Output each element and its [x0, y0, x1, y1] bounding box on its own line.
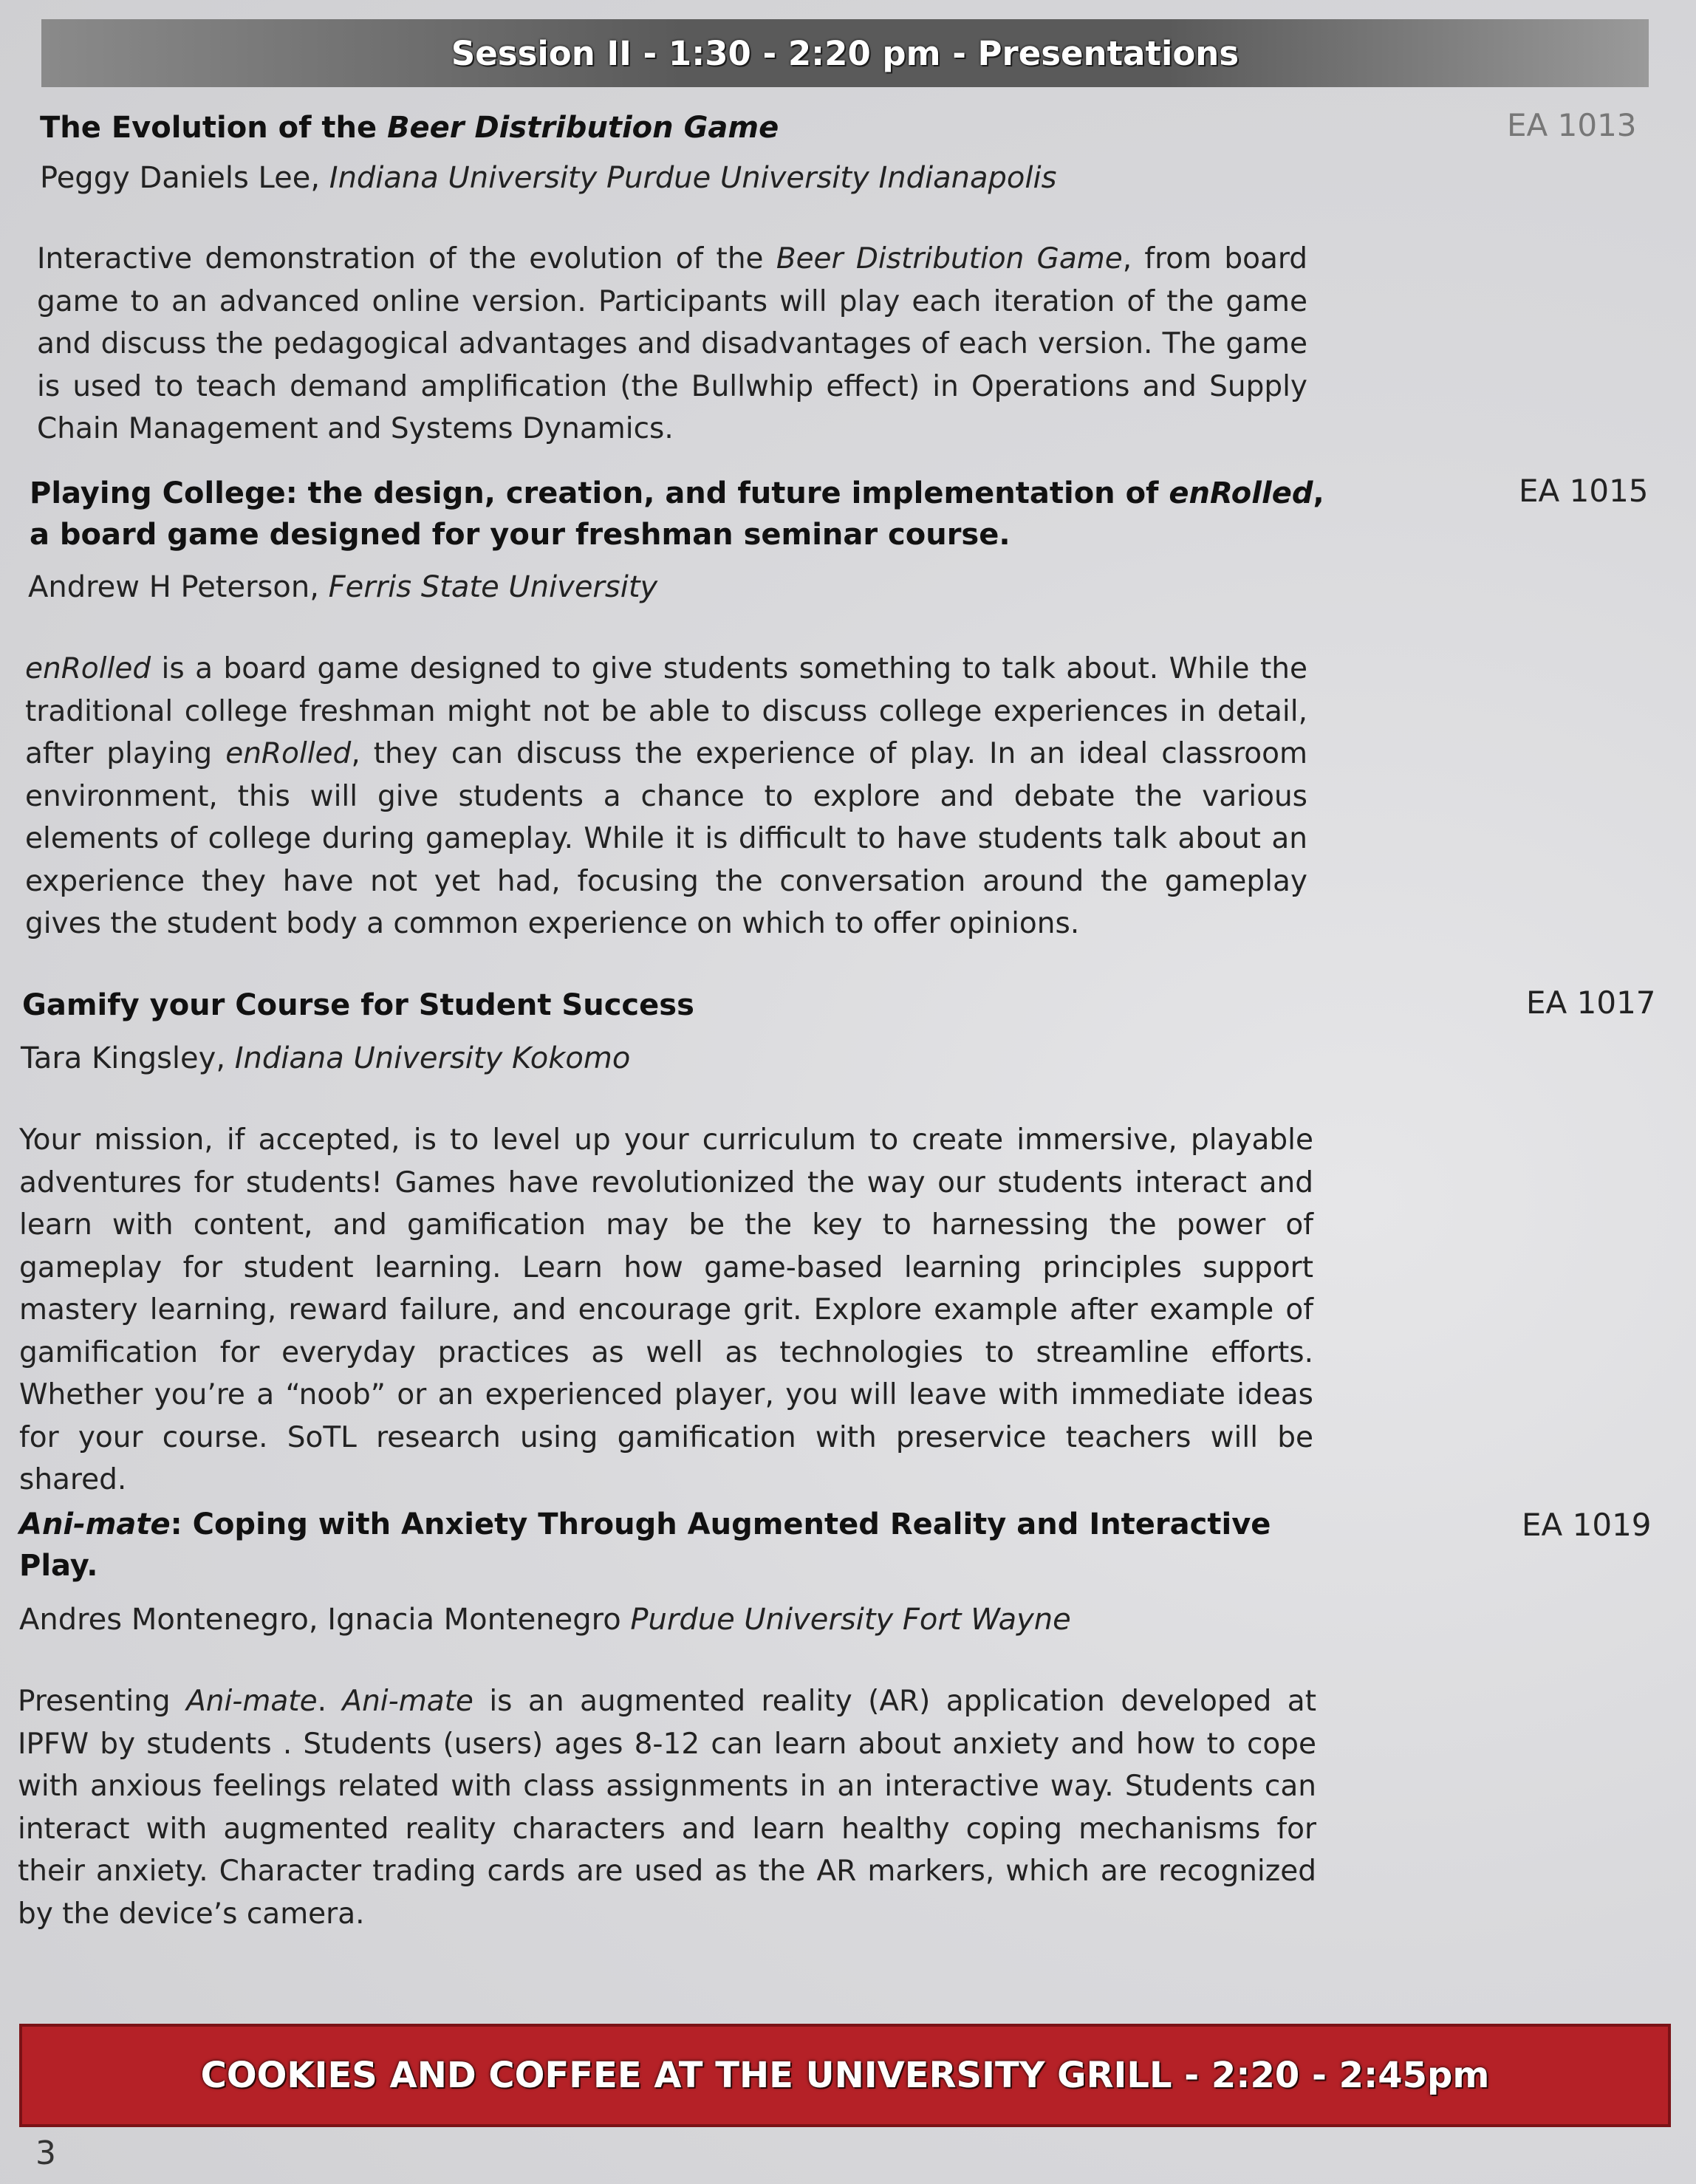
presenter: Andrew H Peterson, Ferris State University — [28, 570, 658, 604]
room-number: EA 1015 — [1519, 473, 1649, 509]
presentation-title: Playing College: the design, creation, and future implementation of enRolled, a board game designed for your freshman seminar course. — [30, 476, 1324, 552]
presenter: Peggy Daniels Lee, Indiana University Purdue University Indianapolis — [40, 161, 1057, 195]
room-number: EA 1019 — [1522, 1507, 1652, 1543]
break-banner-text: COOKIES AND COFFEE AT THE UNIVERSITY GRILL - 2:20 - 2:45pm — [200, 2055, 1490, 2096]
presentation-title: Ani-mate: Coping with Anxiety Through Augmented Reality and Interactive Play. — [19, 1507, 1271, 1583]
presentation-title: The Evolution of the Beer Distribution Game — [40, 111, 779, 145]
break-banner — [19, 2024, 1671, 2127]
presenter: Andres Montenegro, Ignacia Montenegro Purdue University Fort Wayne — [19, 1603, 1071, 1637]
abstract: Presenting Ani-mate. Ani-mate is an augmented reality (AR) application developed at IPFW by students . Students (users) ages 8-12 can learn about anxiety and how to cope with anxious feelings related with class assignments in an interactive way. Students can interact with augmented reality characters and learn healthy coping mechanisms for their anxiety. Character trading cards are used as the AR markers, which are recognized by the device’s camera. — [18, 1685, 1316, 1931]
room-number: EA 1017 — [1526, 985, 1656, 1021]
room-number: EA 1013 — [1507, 107, 1637, 143]
abstract: Interactive demonstration of the evolution of the Beer Distribution Game, from board game to an advanced online version. Participants will play each iteration of the game and discuss the pedagogical advantages and disadvantages of each version. The game is used to teach demand amplification (the Bullwhip effect) in Operations and Supply Chain Management and Systems Dynamics. — [37, 242, 1308, 445]
page-number: 3 — [35, 2135, 56, 2172]
presentation-title: Gamify your Course for Student Success — [22, 988, 694, 1022]
abstract: enRolled is a board game designed to give students something to talk about. While the traditional college freshman might not be able to discuss college experiences in detail, after playing enRolled, they can discuss the experience of play. In an ideal classroom environment, this will give students a chance to explore and debate the various elements of college during gameplay. While it is difficult to have students talk about an experience they have not yet had, focusing the conversation around the gameplay gives the student body a common experience on which to offer opinions. — [25, 652, 1307, 940]
session-header-bar — [41, 19, 1649, 87]
session-header-text: Session II - 1:30 - 2:20 pm - Presentations — [451, 33, 1239, 73]
presenter: Tara Kingsley, Indiana University Kokomo — [21, 1041, 631, 1075]
abstract: Your mission, if accepted, is to level up your curriculum to create immersive, playable adventures for students! Games have revolutionized the way our students interact and learn with content, and gamification may be the key to harnessing the power of gameplay for student learning. Learn how game-based learning principles support mastery learning, reward failure, and encourage grit. Explore example after example of gamification for everyday practices as well as technologies to streamline efforts. Whether you’re a “noob” or an experienced player, you will leave with immediate ideas for your course. SoTL research using gamification with preservice teachers will be shared. — [19, 1123, 1313, 1496]
